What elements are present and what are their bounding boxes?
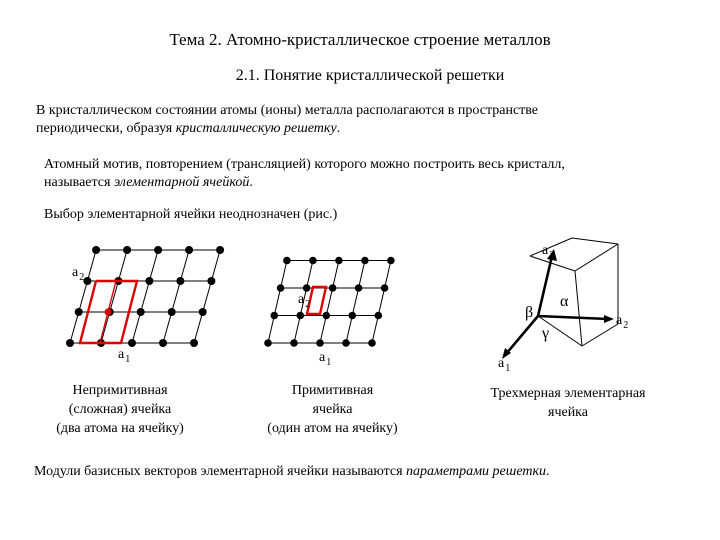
lattice-atom bbox=[207, 277, 215, 285]
lattice-lines bbox=[268, 261, 391, 344]
lattice-atom bbox=[283, 257, 291, 265]
lattice-atom bbox=[277, 284, 285, 292]
vector-label-a2: $a_2$ bbox=[616, 313, 629, 331]
angle-beta-label: β bbox=[525, 304, 534, 321]
page-title: Тема 2. Атомно-кристаллическое строение металлов bbox=[169, 30, 551, 49]
lattice-line bbox=[268, 261, 287, 344]
lattice-atom bbox=[381, 284, 389, 292]
vector-a2 bbox=[538, 316, 608, 319]
lattice-atom bbox=[199, 308, 207, 316]
figure2-caption: Примитивная ячейка (один атом на ячейку) bbox=[267, 383, 398, 436]
lattice-atom bbox=[123, 246, 131, 254]
lattice-atom bbox=[176, 277, 184, 285]
lattice-atom bbox=[335, 257, 343, 265]
angle-alpha-label: α bbox=[560, 293, 569, 310]
lattice-atom bbox=[355, 284, 363, 292]
conclusion-paragraph: Модули базисных векторов элементарной ячейки называются параметрами решетки. bbox=[34, 464, 550, 479]
lattice-atom bbox=[387, 257, 395, 265]
lattice-line bbox=[132, 250, 158, 343]
lattice-atom bbox=[159, 339, 167, 347]
vector-label-a2: $a_2$ bbox=[72, 265, 85, 283]
vector-label-a1: $a_1$ bbox=[498, 356, 511, 374]
lattice-atom bbox=[303, 284, 311, 292]
paragraph-line: В кристаллическом состоянии атомы (ионы) металла располагаются в пространстве bbox=[36, 103, 539, 118]
lattice-atom bbox=[66, 339, 74, 347]
lattice-line bbox=[194, 250, 220, 343]
term-lattice-parameters: параметрами решетки bbox=[406, 464, 547, 479]
vector-a3 bbox=[538, 256, 552, 316]
angle-gamma-label: γ bbox=[542, 325, 550, 342]
cell-center-atom bbox=[105, 309, 112, 316]
paragraph-line: Атомный мотив, повторением (трансляцией) которого можно построить весь кристалл, bbox=[44, 157, 565, 172]
lattice-atom bbox=[145, 277, 153, 285]
lattice-atom bbox=[316, 339, 324, 347]
lattice-line bbox=[372, 261, 391, 344]
lattice-atom bbox=[216, 246, 224, 254]
lattice-atom bbox=[290, 339, 298, 347]
paragraph-line: называется элементарной ячейкой. bbox=[44, 175, 253, 190]
figure-primitive-cell bbox=[250, 230, 420, 370]
vector-a1 bbox=[506, 316, 538, 354]
lattice-atom bbox=[329, 284, 337, 292]
lattice-atom bbox=[271, 312, 279, 320]
lattice-line bbox=[101, 250, 127, 343]
lattice-atom bbox=[92, 246, 100, 254]
lattice-atom bbox=[361, 257, 369, 265]
vector-label-a3: $a_3$ bbox=[542, 243, 555, 261]
figure-3d-unit-cell bbox=[480, 236, 650, 376]
vector-label-a1: $a_1$ bbox=[319, 350, 332, 368]
figure1-caption: Непримитивная (сложная) ячейка (два атома на ячейку) bbox=[56, 383, 184, 436]
vector-label-a2: $a_2$ bbox=[298, 292, 311, 310]
lattice-atom bbox=[75, 308, 83, 316]
vector-label-a1: $a_1$ bbox=[118, 347, 131, 365]
figure-nonprimitive-cell bbox=[0, 230, 240, 370]
lattice-atom bbox=[368, 339, 376, 347]
lattice-atom bbox=[137, 308, 145, 316]
lattice-atom bbox=[349, 312, 357, 320]
term-unit-cell: элементарной ячейкой bbox=[113, 175, 250, 190]
lattice-atom bbox=[375, 312, 383, 320]
lattice-atom bbox=[128, 339, 136, 347]
paragraph-line: периодически, образуя кристаллическую решетку. bbox=[36, 121, 341, 136]
lattice-atom bbox=[154, 246, 162, 254]
section-subtitle: 2.1. Понятие кристаллической решетки bbox=[235, 67, 505, 84]
lattice-line bbox=[346, 261, 365, 344]
lattice-atom bbox=[83, 277, 91, 285]
lattice-atom bbox=[190, 339, 198, 347]
lattice-atom bbox=[185, 246, 193, 254]
lattice-atom bbox=[297, 312, 305, 320]
paragraph-crystal-lattice bbox=[36, 102, 706, 138]
lattice-atom bbox=[323, 312, 331, 320]
lattice-atom bbox=[309, 257, 317, 265]
lattice-atom bbox=[264, 339, 272, 347]
paragraph-unit-cell bbox=[44, 156, 714, 192]
term-crystal-lattice: кристаллическую решетку bbox=[175, 121, 337, 136]
figure3-caption: Трехмерная элементарная ячейка bbox=[490, 386, 646, 420]
paragraph-cell-choice: Выбор элементарной ячейки неоднозначен (рис.) bbox=[44, 207, 338, 222]
lattice-atom bbox=[168, 308, 176, 316]
lattice-atom bbox=[342, 339, 350, 347]
lattice-line bbox=[163, 250, 189, 343]
